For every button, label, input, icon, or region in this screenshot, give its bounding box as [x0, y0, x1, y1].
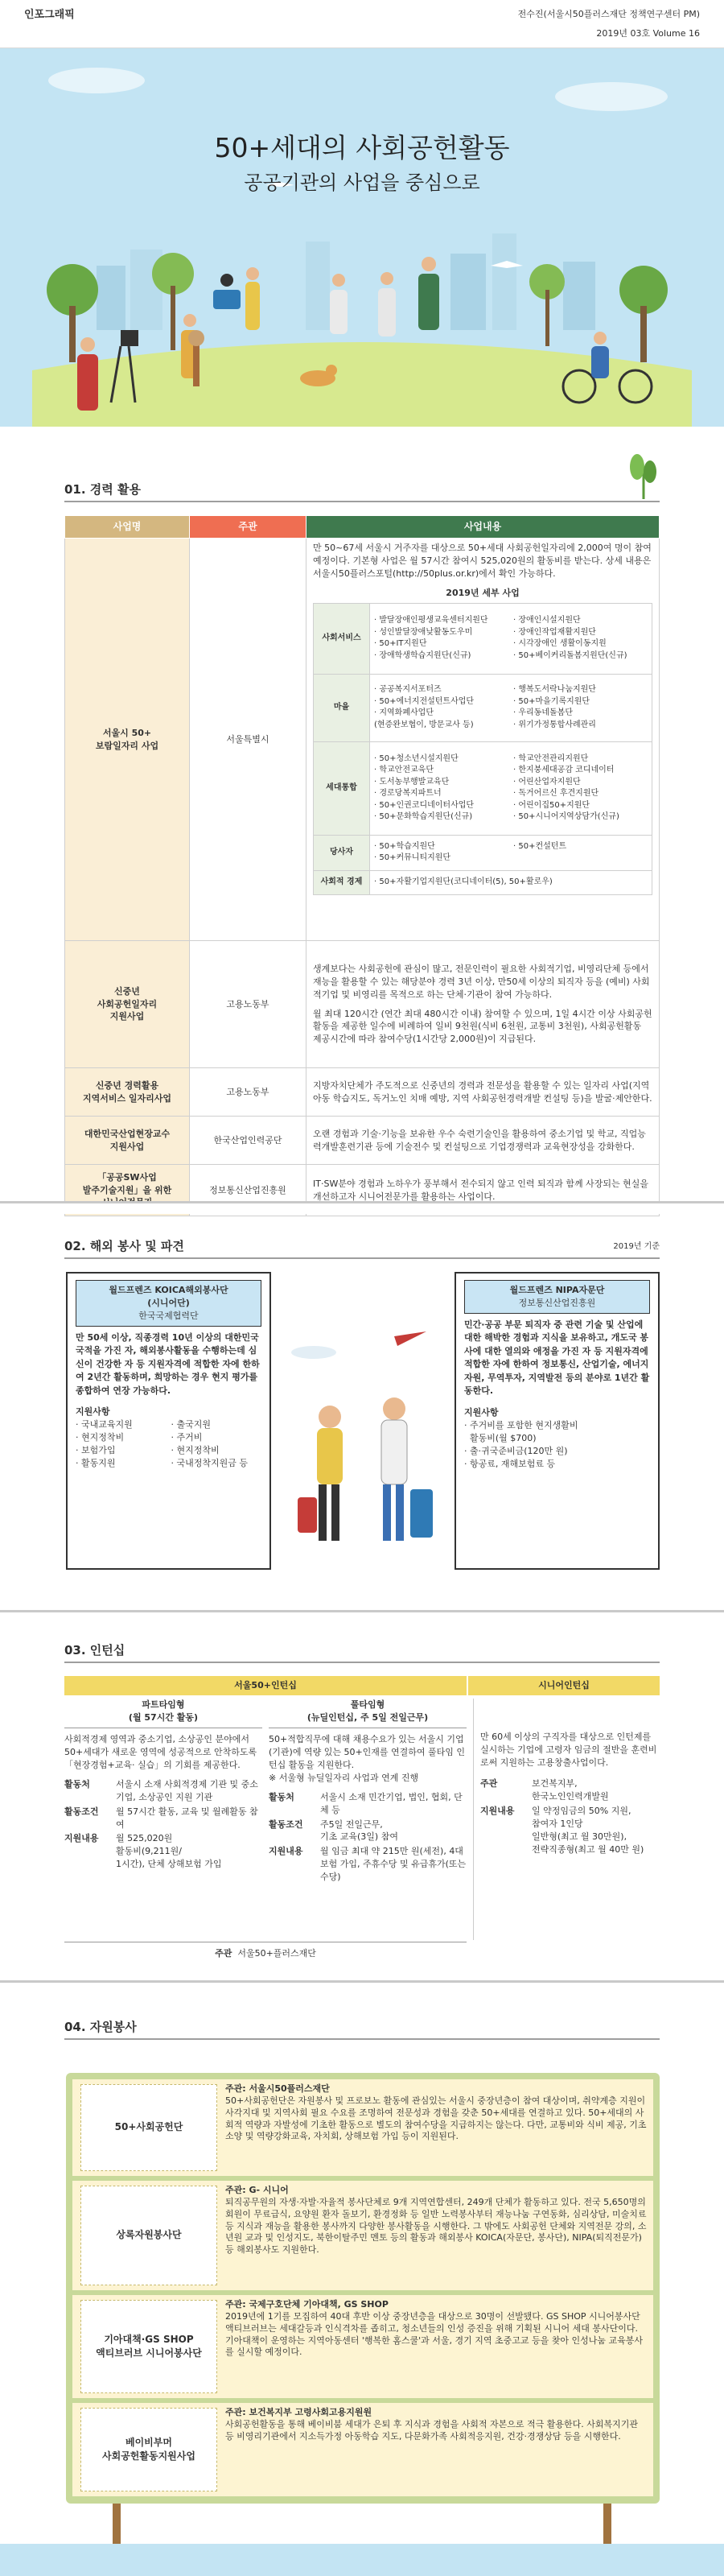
cat-label: 마을: [314, 674, 370, 741]
program-desc-2: 월 최대 120시간 (연간 최대 480시간 이내) 참여할 수 있으며, 1일 4시간 이상 사회공헌 활동을 제공한 일수에 비례하여 일비 9천원(식비 6천원, 교통비 3천원), 사회공헌활동 제공시간에 따라 참여수당(1시간당 2,000원)이 지급된다.: [313, 1008, 652, 1045]
sub-title: 공공기관의 사업을 중심으로: [244, 171, 480, 194]
cat-label: 사회서비스: [314, 603, 370, 674]
section-divider: [0, 1201, 724, 1214]
cat-items: · 50+컨설턴트: [513, 841, 567, 851]
volunteer-body: 2019년에 1기를 모집하여 40대 후반 이상 중장년층을 대상으로 30명이 선발됐다. GS SHOP 시니어봉사단 액티브러브는 세대갈등과 인식격차를 좁히고, 청소년들의 인성 증진을 위해 기획된 시니어 세대 봉사단이다. 기아대책이 운영하는 지역아동센터 '행복한 홈스쿨'과 서울, 경기 지역 초중고교 등을 찾아 인성나눔 교육봉사를 실시할 예정이다.: [225, 2310, 644, 2358]
detail-subtitle: 2019년 세부 사업: [446, 587, 520, 598]
volunteer-body: 50+사회공헌단은 자원봉사 및 프로보노 활동에 관심있는 서울시 중장년층이 참여 대상이며, 취약계층 지원이 사각지대 및 지역사회 필요 수요를 조명하여 전문성과 경험을 갖춘 50+세대를 연결하고 있다. 50+세대의 사회적 역량과 자발성에 기초한 활동으로 별도의 참여수당을 지급하지는 않는다. 다만, 교통비와 식비 제공, 기초소양 및 역량강화교육, 자치회, 상해보험 가입 등이 지원된다.: [225, 2095, 647, 2142]
program-name: 대한민국산업현장교수 지원사업: [65, 1117, 190, 1165]
plant-icon: [627, 451, 660, 501]
card-org: 한국국제협력단: [138, 1310, 199, 1321]
program-org: 서울특별시: [190, 539, 306, 941]
support-item: 활동비(월 $700): [464, 1432, 537, 1443]
volunteer-label: 상록자원봉사단: [80, 2186, 217, 2285]
volunteer-head: 주관: 서울시50플러스재단: [225, 2083, 330, 2094]
cat-label: 당사자: [314, 835, 370, 870]
detail-table: [313, 603, 652, 895]
table-row: [65, 1117, 660, 1165]
column-intro: 50+적합직무에 대해 채용수요가 있는 서울시 기업(기관)에 역량 있는 50+인재를 연결하여 풀타임 인턴십 활동을 지원한다. ※ 서울형 뉴딜일자리 사업과 연계 진행: [269, 1733, 466, 1783]
footer-value: 서울50+플러스재단: [237, 1948, 316, 1959]
kv-key: 주관: [480, 1777, 498, 1789]
column-title: 파트타임형 (월 57시간 활동): [64, 1699, 262, 1728]
col-header-org: 주관: [190, 516, 306, 539]
col-header-program: 사업명: [65, 516, 190, 539]
cat-items: · 50+청소년시설지원단 · 학교안전교육단 · 도서농부행발교육단 · 경로당복지파트너 · 50+인권코디네이터사업단 · 50+문화학습지원단(신규): [374, 753, 475, 822]
cat-items: · 행복도서락나눔지원단 · 50+마을기록지원단 · 우리동네돌봄단 · 위기가정통합사례관리: [513, 685, 596, 729]
card-org: 정보통신산업진흥원: [518, 1297, 596, 1308]
fulltime-column: [269, 1699, 467, 1940]
kv-value: 서울시 소재 사회적경제 기관 및 중소기업, 소상공인 지원 기관: [116, 1778, 258, 1802]
card-body: 만 50세 이상, 직종경력 10년 이상의 대한민국 국적을 가진 자, 해외봉사활동을 수행하는데 심신이 건강한 자 등 지원자격에 적합한 자에 한하여 2년간 활동하며, 희망하는 경우 현지 평가를 종합하여 연장 가능하다.: [76, 1331, 260, 1396]
cat-items: · 학교안전관리지원단 · 한지붕세대공감 코디네이터 · 어린산업자지원단 · 독거어르신 후견지원단 · 어린이집50+지원단 · 50+시니어지역상담가(신규): [513, 753, 619, 822]
volunteer-head: 주관: 보건복지부 고령사회고용지원원: [225, 2407, 372, 2417]
support-item: · 출·귀국준비금(120만 원): [464, 1445, 568, 1456]
card-title: 월드프렌즈 NIPA자문단: [509, 1285, 605, 1295]
volunteer-row: [72, 2403, 653, 2496]
col-header-content: 사업내용: [306, 516, 660, 539]
basis-note: 2019년 기준: [613, 1242, 660, 1251]
column-title: 풀타임형 (뉴딜인턴십, 주 5일 전일근무): [269, 1699, 467, 1728]
card-title: 월드프렌즈 KOICA해외봉사단: [109, 1285, 228, 1295]
support-item: · 보험가입: [76, 1445, 116, 1456]
support-title: 지원사항: [76, 1406, 110, 1418]
program-org: 고용노동부: [190, 1068, 306, 1117]
nipa-card: [455, 1272, 660, 1570]
cat-items: · 장애인시설지원단 · 장애인작업재활지원단 · 시각장애인 생활이동지원 · 50+베이커리돌봄지원단(신규): [513, 616, 627, 660]
program-desc: 만 50~67세 서울시 거주자를 대상으로 50+세대 사회공헌일자리에 2,000여 명이 참여 예정이다. 기본형 사업은 월 57시간 참여시 525,020원의 활동비를 받는다. 상세 내용은 서울시50플러스포털(http://50plus.or.kr)에서 확인 가능하다.: [313, 543, 652, 579]
support-item: · 출국지원: [171, 1419, 211, 1430]
senior-column: [473, 1699, 660, 1940]
program-org: 고용노동부: [190, 941, 306, 1068]
parttime-column: [64, 1699, 262, 1940]
section4-rule: [64, 2038, 660, 2040]
author-label: 전수진(서울시50플러스재단 정책연구센터 PM): [517, 9, 700, 19]
koica-card: [66, 1272, 271, 1570]
card-body: 민간·공공 부문 퇴직자 중 관련 기술 및 산업에 대한 해박한 경험과 지식을 보유하고, 개도국 봉사에 대한 열의와 애정을 가진 자 등 지원자격에 적합한 자에 한하여 정보통신, 산업기술, 에너지자원, 무역투자, 지역발전 등의 분야로 1년간 활동한다.: [464, 1319, 650, 1397]
table-row: [65, 941, 660, 1068]
card-subtitle: (시니어단): [147, 1297, 190, 1308]
volunteer-label: 베이비부머 사회공헌활동지원사업: [80, 2408, 217, 2491]
kv-key: 지원내용: [480, 1805, 515, 1816]
support-item: · 활동지원: [76, 1458, 116, 1469]
issue-label: 2019년 03호 Volume 16: [596, 28, 700, 39]
program-name: 「공공SW사업 발주기술지원」을 위한: [65, 1165, 190, 1216]
section-divider: [0, 1610, 724, 1623]
section1-title: 01. 경력 활용: [64, 482, 141, 497]
program-desc: 오랜 경험과 기술·기능을 보유한 우수 숙련기술인을 활용하여 중소기업 및 학교, 직업능력개발훈련기관 등에 기술전수 및 컨설팅으로 기업경쟁력과 교육현장성을 강화한다.: [306, 1117, 660, 1165]
career-table: [64, 515, 660, 1216]
section3-rule: [64, 1662, 660, 1663]
section2-rule: [64, 1257, 660, 1259]
kv-key: 활동처: [64, 1778, 90, 1790]
program-name: 서울시 50+ 보람일자리 사업: [65, 539, 190, 941]
kv-key: 지원내용: [269, 1846, 303, 1857]
support-list: [76, 1418, 261, 1470]
kv-key: 활동조건: [64, 1806, 99, 1817]
section1-rule: [64, 501, 660, 502]
support-item: · 주거비: [171, 1432, 203, 1443]
main-title: 50+세대의 사회공헌활동: [214, 132, 510, 163]
volunteer-row: [72, 2079, 653, 2176]
kv-value: 일 약정임금의 50% 지원, 참여자 1인당 일반형(최고 월 30만원), 전략직종형(최고 월 40만 원): [532, 1805, 644, 1855]
cat-items: · 발달장애인평생교육센터지원단 · 성인발달장애낮활동도우미 · 50+IT지원단 · 장애학생학습지원단(신규): [374, 616, 488, 660]
volunteer-board: [66, 2073, 660, 2504]
support-item: · 항공료, 재해보험료 등: [464, 1458, 556, 1469]
program-name: 신중년 경력활용 지역서비스 일자리사업: [65, 1068, 190, 1117]
senior-internship-header: 시니어인턴십: [468, 1676, 660, 1695]
volunteer-label: 50+사회공헌단: [80, 2084, 217, 2171]
support-item: · 주거비를 포함한 현지생활비: [464, 1419, 578, 1430]
program-org: 정보통신산업진흥원: [190, 1165, 306, 1216]
footer-band: [0, 2544, 724, 2576]
kv-value: 서울시 소재 민간기업, 법인, 협회, 단체 등: [320, 1791, 463, 1815]
kv-value: 월 525,020원 활동비(9,211원/ 1시간), 단체 상해보험 가입: [116, 1833, 222, 1870]
volunteer-body: 사회공헌활동을 통해 베이비붐 세대가 은퇴 후 지식과 경험을 사회적 자본으로 적극 활용한다. 사회복지기관 등 비영리기관에서 지소득가정 아동학습 지도, 다문화가족 사회적응지원, 건강·경쟁상담 등을 시행한다.: [225, 2418, 638, 2442]
top-header: [0, 0, 724, 48]
support-item: · 현지정착비: [76, 1432, 125, 1443]
volunteer-body: 퇴직공무원의 자생·자발·자율적 봉사단체로 9개 지역연합센터, 249개 단체가 활동하고 있다. 전국 5,650명의 회원이 무료급식, 요양원 환자 돌보기, 환경정화 등 일반 노력봉사부터 재능나눔 구연동화, 심리상담, 미술치료 등 지식과 재능을 활용한 봉사까지 다양한 봉사활동을 시행한다. 그 밖에도 사회공헌 단체와 지역전문 강의, 소년원 교과 및 인성지도, 북한이탈주민 멘토 등의 활동과 해외봉사 KOICA(자문단, 봉사단), NIPA(퇴직전문가) 등 해외봉사도 지원한다.: [225, 2196, 647, 2256]
kv-key: 활동처: [269, 1791, 294, 1802]
volunteer-row: [72, 2295, 653, 2398]
volunteer-head: 주관: G- 시니어: [225, 2185, 289, 2195]
program-desc: 생계보다는 사회공헌에 관심이 많고, 전문인력이 필요한 사회적기업, 비영리단체 등에서 재능을 활용할 수 있는 해당분야 경력 3년 이상, 만50세 이상의 퇴직자 등을 (예비) 사회적기업 및 비영리를 목적으로 하는 단체·기관이 참여 가능하다.: [313, 963, 650, 1000]
cat-items: · 50+자활기업지원단(코디네이터(5), 50+활로우): [370, 870, 652, 894]
kv-value: 월 임금 최대 약 215만 원(세전), 4대 보험 가입, 주휴수당 및 유급휴가(또는 수당): [320, 1846, 467, 1883]
column-intro: 만 60세 이상의 구직자를 대상으로 인턴제를 실시하는 기업에 고령자 임금의 절반을 훈련비로써 지원하는 고용창출사업이다.: [480, 1732, 657, 1768]
cat-label: 사회적 경제: [314, 870, 370, 894]
cat-items: · 50+학습지원단 · 50+커뮤니티지원단: [374, 841, 451, 863]
cat-items: · 공공복지서포터즈 · 50+에너지전설턴트사업단 · 지역화폐사업단 (현증완보협이, 방문교사 등): [374, 685, 475, 729]
program-desc: IT·SW분야 경험과 노하우가 풍부해서 전수되지 않고 인력 퇴직과 함께 사장되는 현실을 개선하고자 시니어전문가를 활용하는 사업이다.: [306, 1165, 660, 1216]
table-row: [65, 539, 660, 941]
support-item: · 국내교육지원: [76, 1419, 133, 1430]
support-title: 지원사항: [464, 1406, 499, 1418]
support-item: · 현지정착비: [171, 1445, 220, 1456]
kv-value: 주5일 전일근무, 기초 교육(3일) 참여: [320, 1818, 398, 1843]
kv-value: 월 57시간 활동, 교육 및 월례활동 참여: [116, 1806, 258, 1830]
series-label: 인포그래픽: [24, 9, 75, 21]
program-org: 한국산업인력공단: [190, 1117, 306, 1165]
seoul-internship-header: 서울50+인턴십: [64, 1676, 467, 1695]
volunteer-head: 주관: 국제구호단체 기아대책, GS SHOP: [225, 2299, 389, 2310]
travelers-illustration: [282, 1320, 446, 1578]
volunteer-label: 기아대책·GS SHOP 액티브러브 시니어봉사단: [80, 2300, 217, 2393]
kv-value: 보건복지부, 한국노인인력개발원: [532, 1777, 609, 1802]
hero-banner: [0, 48, 724, 427]
table-row: [65, 1068, 660, 1117]
hero-illustration: [0, 48, 724, 427]
column-intro: 사회적경제 영역과 중소기업, 소상공인 분야에서 50+세대가 새로운 영역에 성공적으로 안착하도록 「현장경험+교육· 실습」의 기회를 제공한다.: [64, 1733, 257, 1770]
section3-title: 03. 인턴십: [64, 1643, 125, 1657]
footer-key: 주관: [215, 1948, 232, 1959]
kv-key: 활동조건: [269, 1818, 303, 1830]
section4-title: 04. 자원봉사: [64, 2020, 137, 2034]
support-item: · 국내정착지원금 등: [171, 1458, 248, 1469]
section-divider: [0, 1980, 724, 1993]
volunteer-row: [72, 2181, 653, 2290]
kv-key: 지원내용: [64, 1833, 99, 1844]
internship-footer: [64, 1942, 467, 1960]
cat-label: 세대통합: [314, 741, 370, 835]
section2-title: 02. 해외 봉사 및 파견: [64, 1239, 184, 1253]
program-name: 신중년 사회공헌일자리 지원사업: [65, 941, 190, 1068]
program-desc: 지방자치단체가 주도적으로 신중년의 경력과 전문성을 활용할 수 있는 일자리 사업(지역 아동 학습지도, 독거노인 치매 예방, 지역 사회공헌경력개발 컨설팅 등)을 발굴·제안한다.: [306, 1068, 660, 1117]
